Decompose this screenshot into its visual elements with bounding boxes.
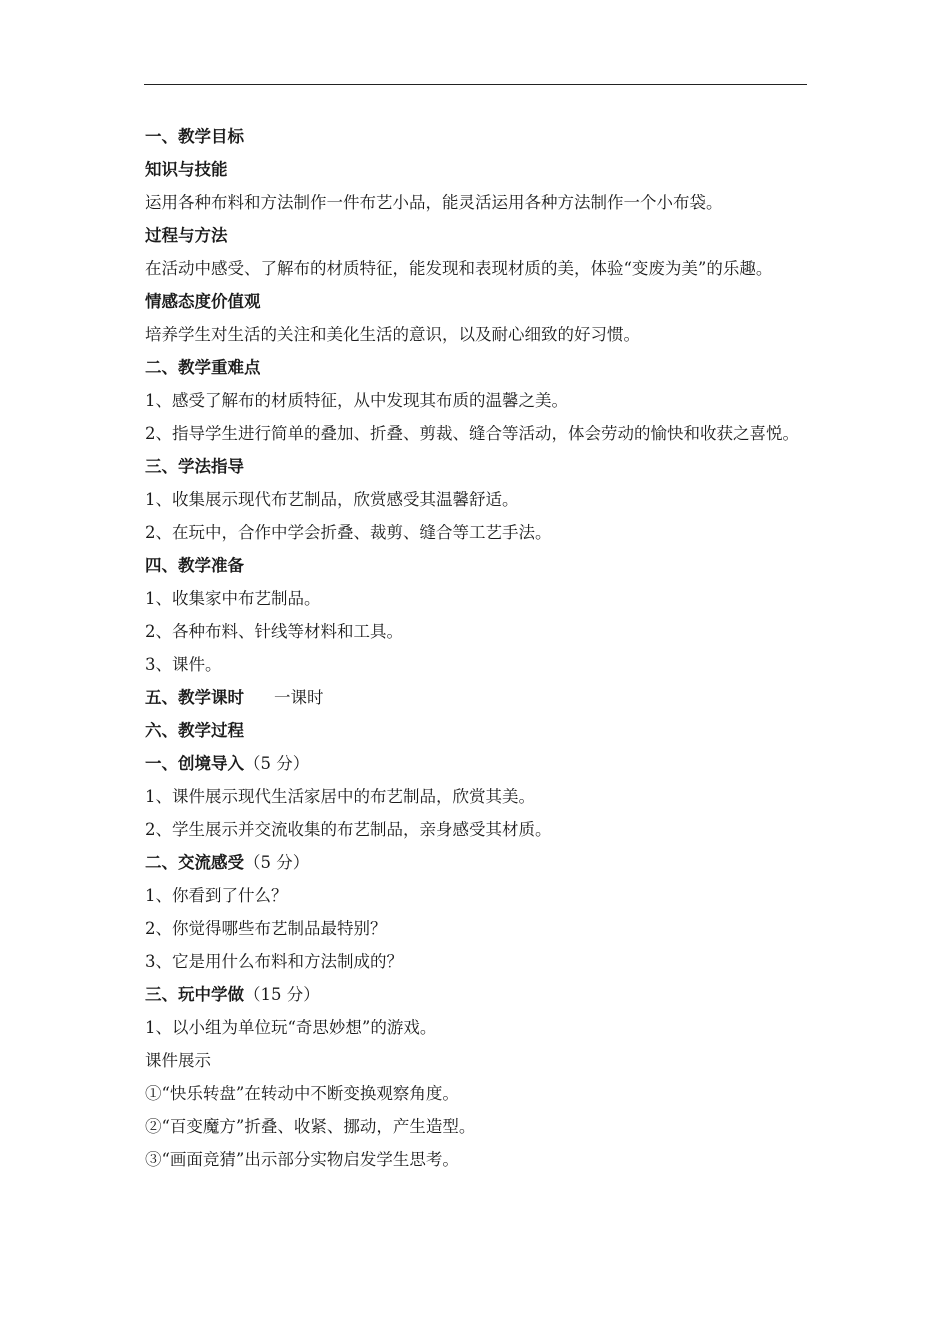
list-item: 2、学生展示并交流收集的布艺制品，亲身感受其材质。	[145, 820, 552, 839]
list-item: 3、课件。	[145, 655, 222, 674]
process-step-heading	[145, 846, 810, 879]
section-heading: 三、学法指导	[145, 457, 244, 476]
process-step-heading	[145, 747, 810, 780]
list-item: 1、课件展示现代生活家居中的布艺制品，欣赏其美。	[145, 787, 535, 806]
step-time: （15 分）	[244, 985, 320, 1004]
document-body	[145, 120, 810, 1176]
paragraph: 运用各种布料和方法制作一件布艺小品，能灵活运用各种方法制作一个小布袋。	[145, 193, 723, 212]
section-heading: 二、教学重难点	[145, 358, 261, 377]
list-item: 2、各种布料、针线等材料和工具。	[145, 622, 403, 641]
list-item: 课件展示	[145, 1051, 211, 1070]
step-time: （5 分）	[244, 754, 310, 773]
process-step-heading	[145, 978, 810, 1011]
list-item: 3、它是用什么布料和方法制成的？	[145, 952, 403, 971]
section-value: 一课时	[274, 688, 324, 707]
section-heading-with-value	[145, 681, 810, 714]
step-title: 一、创境导入	[145, 754, 244, 773]
paragraph: 培养学生对生活的关注和美化生活的意识，以及耐心细致的好习惯。	[145, 325, 640, 344]
list-item: 2、你觉得哪些布艺制品最特别？	[145, 919, 387, 938]
list-item: ③“画面竞猜”出示部分实物启发学生思考。	[145, 1150, 459, 1169]
subsection-heading: 过程与方法	[145, 226, 228, 245]
list-item: ①“快乐转盘”在转动中不断变换观察角度。	[145, 1084, 459, 1103]
section-heading: 一、教学目标	[145, 127, 244, 146]
list-item: 1、收集家中布艺制品。	[145, 589, 321, 608]
list-item: 2、在玩中，合作中学会折叠、裁剪、缝合等工艺手法。	[145, 523, 552, 542]
subsection-heading: 情感态度价值观	[145, 292, 261, 311]
step-time: （5 分）	[244, 853, 310, 872]
subsection-heading: 知识与技能	[145, 160, 228, 179]
list-item: ②“百变魔方”折叠、收紧、挪动，产生造型。	[145, 1117, 476, 1136]
list-item: 1、你看到了什么？	[145, 886, 288, 905]
paragraph: 在活动中感受、了解布的材质特征，能发现和表现材质的美，体验“变废为美”的乐趣。	[145, 259, 773, 278]
step-title: 二、交流感受	[145, 853, 244, 872]
section-heading: 六、教学过程	[145, 721, 244, 740]
list-item: 1、收集展示现代布艺制品，欣赏感受其温馨舒适。	[145, 490, 519, 509]
section-heading: 四、教学准备	[145, 556, 244, 575]
section-heading: 五、教学课时	[145, 688, 244, 707]
step-title: 三、玩中学做	[145, 985, 244, 1004]
list-item: 1、感受了解布的材质特征，从中发现其布质的温馨之美。	[145, 391, 568, 410]
list-item: 1、以小组为单位玩“奇思妙想”的游戏。	[145, 1018, 437, 1037]
list-item: 2、指导学生进行简单的叠加、折叠、剪裁、缝合等活动，体会劳动的愉快和收获之喜悦。	[145, 424, 799, 443]
header-rule	[144, 84, 807, 85]
